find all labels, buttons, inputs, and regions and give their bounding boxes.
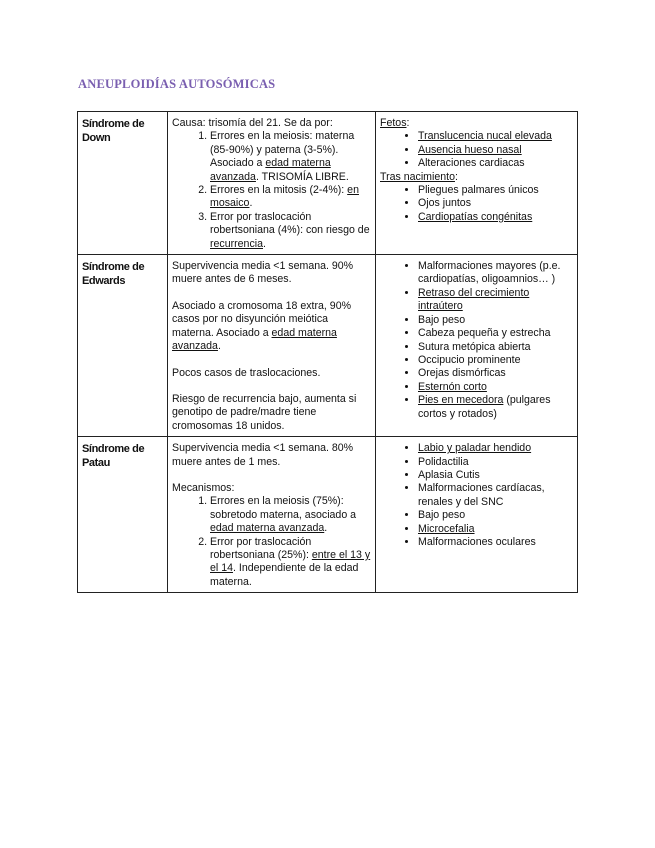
list-item: • Malformaciones mayores (p.e. cardiopatías, oligoamnios… ) [418, 260, 573, 287]
features-cell [376, 437, 578, 593]
list-item: • Bajo peso [418, 509, 573, 522]
list-item: • Orejas dismórficas [418, 367, 573, 380]
description-cell [168, 255, 376, 437]
description-cell [168, 437, 376, 593]
list-item: • Labio y paladar hendido [418, 442, 573, 455]
recurrence-text: Riesgo de recurrencia bajo, aumenta si genotipo de padre/madre tiene cromosomas 18 unidos. [172, 392, 357, 432]
aneuploidies-table [77, 111, 578, 593]
list-item: • Occipucio prominente [418, 354, 573, 367]
survival-text: Supervivencia media <1 semana. 80% muere antes de 1 mes. [172, 442, 354, 468]
syndrome-name: Síndrome de Edwards [82, 261, 145, 288]
table-row-patau [78, 437, 578, 593]
features-cell [376, 112, 578, 255]
syndrome-name: Síndrome de Patau [82, 443, 145, 470]
table-row-edwards [78, 255, 578, 437]
list-item: • Cabeza pequeña y estrecha [418, 327, 573, 340]
cause-cell [168, 112, 376, 255]
nacimiento-list [380, 184, 573, 224]
features-list [380, 442, 573, 549]
list-item: • Cardiopatías congénitas [418, 211, 573, 224]
list-item: • Ojos juntos [418, 197, 573, 210]
list-item: • Alteraciones cardiacas [418, 157, 573, 170]
list-item: • Sutura metópica abierta [418, 341, 573, 354]
list-item: • Ausencia hueso nasal [418, 144, 573, 157]
syndrome-name-cell [78, 255, 168, 437]
mechanism-list [172, 495, 371, 589]
list-item: • Malformaciones cardíacas, renales y del SNC [418, 482, 573, 509]
document-title: ANEUPLOIDÍAS AUTOSÓMICAS [78, 77, 276, 91]
list-item: 2. Errores en la mitosis (2-4%): en mosaico. [210, 184, 371, 211]
cause-text: Asociado a cromosoma 18 extra, 90% casos por no disyunción meiótica materna. Asociado a edad materna avanzada. [172, 299, 352, 353]
list-item: 1. Errores en la meiosis: materna (85-90%) y paterna (3-5%). Asociado a edad materna avanzada. TRISOMÍA LIBRE. [210, 130, 371, 184]
list-item: • Microcefalia [418, 523, 573, 536]
mechanism-list [172, 130, 371, 251]
list-item: 3. Error por traslocación robertsoniana (4%): con riesgo de recurrencia. [210, 211, 371, 251]
syndrome-name-cell [78, 437, 168, 593]
syndrome-name: Síndrome de Down [82, 118, 145, 144]
syndrome-name-cell [78, 112, 168, 255]
mechanisms-label: Mecanismos: [172, 481, 235, 494]
translocation-text: Pocos casos de traslocaciones. [172, 366, 321, 379]
list-item: • Retraso del crecimiento intraútero [418, 287, 573, 314]
list-item: • Pliegues palmares únicos [418, 184, 573, 197]
survival-text: Supervivencia media <1 semana. 90% muere antes de 6 meses. [172, 260, 354, 286]
list-item: • Malformaciones oculares [418, 536, 573, 549]
list-item: 1. Errores en la meiosis (75%): sobretodo materna, asociado a edad materna avanzada. [210, 495, 371, 535]
features-list [380, 260, 573, 421]
list-item: • Esternón corto [418, 381, 573, 394]
cause-intro: Causa: trisomía del 21. Se da por: [172, 117, 333, 129]
table-row-down [78, 112, 578, 255]
list-item: • Bajo peso [418, 314, 573, 327]
list-item: • Translucencia nucal elevada [418, 130, 573, 143]
list-item: • Polidactilia [418, 456, 573, 469]
fetos-list [380, 130, 573, 170]
nacimiento-heading: Tras nacimiento: [380, 170, 458, 183]
fetos-heading: Fetos: [380, 117, 410, 129]
list-item: 2. Error por traslocación robertsoniana (25%): entre el 13 y el 14. Independiente de la edad materna. [210, 536, 371, 590]
features-cell [376, 255, 578, 437]
list-item: • Aplasia Cutis [418, 469, 573, 482]
list-item: • Pies en mecedora (pulgares cortos y rotados) [418, 394, 573, 421]
